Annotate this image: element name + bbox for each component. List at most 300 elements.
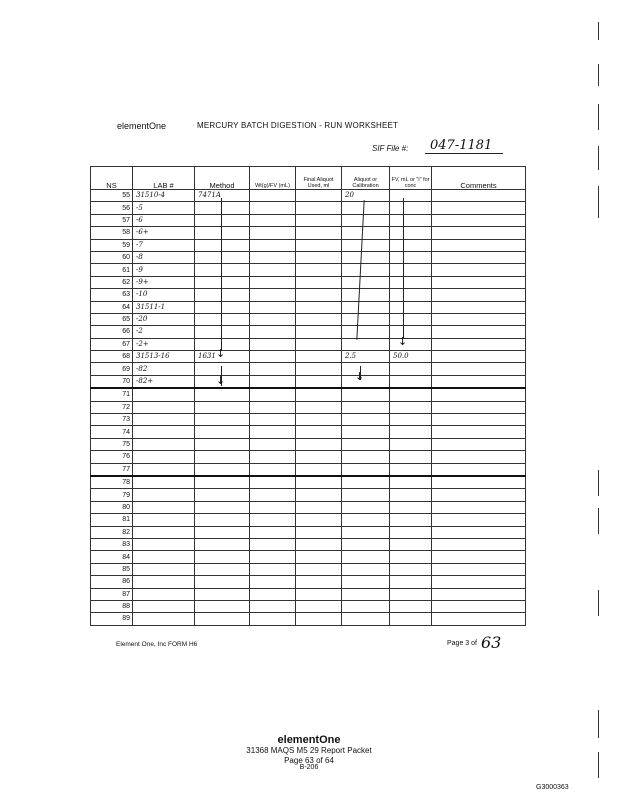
cell-lab xyxy=(133,463,195,476)
cell-ns: 81 xyxy=(91,514,133,526)
cell-comments xyxy=(432,476,526,489)
table-row xyxy=(91,190,526,202)
cell-aliquot xyxy=(342,551,390,563)
cell-aliquot xyxy=(342,613,390,625)
scan-edge-mark xyxy=(598,710,599,738)
cell-final xyxy=(296,463,342,476)
cell-wt xyxy=(250,375,296,388)
cell-aliquot xyxy=(342,438,390,450)
cell-method xyxy=(195,526,250,538)
cell-final xyxy=(296,451,342,463)
cell-fv xyxy=(390,576,432,588)
cell-wt xyxy=(250,438,296,450)
cell-wt xyxy=(250,214,296,226)
table-row xyxy=(91,214,526,226)
cell-fv xyxy=(390,613,432,625)
table-row xyxy=(91,338,526,350)
cell-final xyxy=(296,202,342,214)
cell-method xyxy=(195,388,250,401)
cell-aliquot xyxy=(342,526,390,538)
cell-aliquot xyxy=(342,289,390,301)
table-row xyxy=(91,351,526,363)
cell-comments xyxy=(432,551,526,563)
cell-ns: 61 xyxy=(91,264,133,276)
company-name: elementOne xyxy=(117,121,167,131)
cell-fv xyxy=(390,335,432,350)
cell-final xyxy=(296,501,342,513)
cell-final xyxy=(296,613,342,625)
cell-lab: -82 xyxy=(133,363,195,375)
cell-fv xyxy=(390,588,432,600)
col-header-weight: Wt(g)/FV (mL) xyxy=(250,167,296,190)
cell-wt xyxy=(250,426,296,438)
worksheet-body xyxy=(91,190,526,626)
cell-aliquot xyxy=(342,301,390,313)
table-row xyxy=(91,514,526,526)
cell-lab: -82+ xyxy=(133,375,195,388)
cell-comments xyxy=(432,375,526,388)
sif-underline xyxy=(425,153,503,154)
page-label: Page 3 of xyxy=(447,640,477,647)
cell-fv xyxy=(390,363,432,375)
cell-comments xyxy=(432,326,526,338)
cell-ns: 76 xyxy=(91,451,133,463)
col-header-lab: LAB # xyxy=(133,167,195,190)
cell-method xyxy=(195,326,250,338)
cell-aliquot xyxy=(342,239,390,251)
cell-method: 7471A xyxy=(195,190,250,202)
table-row xyxy=(91,388,526,401)
table-row xyxy=(91,501,526,513)
cell-method xyxy=(195,276,250,288)
cell-final xyxy=(296,301,342,313)
cell-aliquot xyxy=(342,388,390,401)
cell-comments xyxy=(432,351,526,363)
cell-lab xyxy=(133,489,195,501)
cell-comments xyxy=(432,501,526,513)
cell-wt xyxy=(250,388,296,401)
cell-fv xyxy=(390,190,432,202)
header-row xyxy=(91,167,526,190)
cell-comments xyxy=(432,613,526,625)
cell-comments xyxy=(432,438,526,450)
cell-final xyxy=(296,514,342,526)
cell-lab xyxy=(133,526,195,538)
cell-fv xyxy=(390,489,432,501)
cell-lab xyxy=(133,438,195,450)
cell-final xyxy=(296,538,342,550)
cell-aliquot xyxy=(342,227,390,239)
cell-method xyxy=(195,514,250,526)
cell-final xyxy=(296,588,342,600)
cell-lab: -20 xyxy=(133,313,195,325)
cell-method xyxy=(195,588,250,600)
cell-aliquot xyxy=(342,451,390,463)
cell-comments xyxy=(432,190,526,202)
cell-ns: 78 xyxy=(91,476,133,489)
scan-edge-mark xyxy=(598,508,599,534)
cell-lab xyxy=(133,501,195,513)
cell-final xyxy=(296,576,342,588)
cell-method xyxy=(195,563,250,575)
cell-ns: 72 xyxy=(91,401,133,413)
cell-comments xyxy=(432,214,526,226)
cell-ns: 85 xyxy=(91,563,133,575)
cell-wt xyxy=(250,301,296,313)
cell-comments xyxy=(432,526,526,538)
cell-fv xyxy=(390,426,432,438)
cell-lab xyxy=(133,401,195,413)
cell-comments xyxy=(432,301,526,313)
cell-wt xyxy=(250,538,296,550)
down-arrow-icon: ↓ xyxy=(216,347,226,360)
cell-aliquot xyxy=(342,202,390,214)
table-row xyxy=(91,276,526,288)
cell-wt xyxy=(250,190,296,202)
cell-ns: 84 xyxy=(91,551,133,563)
cell-method xyxy=(195,600,250,612)
cell-ns: 62 xyxy=(91,276,133,288)
cell-fv: 50.0 xyxy=(390,351,432,363)
cell-method xyxy=(195,289,250,301)
cell-ns: 67 xyxy=(91,338,133,350)
cell-method xyxy=(195,551,250,563)
cell-comments xyxy=(432,489,526,501)
cell-aliquot: 2.5 xyxy=(342,351,390,363)
cell-wt xyxy=(250,326,296,338)
cell-ns: 74 xyxy=(91,426,133,438)
cell-wt xyxy=(250,264,296,276)
cell-method xyxy=(195,501,250,513)
cell-final xyxy=(296,401,342,413)
cell-method xyxy=(195,401,250,413)
table-row xyxy=(91,426,526,438)
table-row xyxy=(91,363,526,375)
cell-fv xyxy=(390,414,432,426)
cell-aliquot xyxy=(342,414,390,426)
cell-final xyxy=(296,375,342,388)
cell-fv xyxy=(390,451,432,463)
cell-lab: -7 xyxy=(133,239,195,251)
down-arrow-icon: ↓ xyxy=(216,374,226,387)
cell-fv xyxy=(390,375,432,388)
cell-ns: 73 xyxy=(91,414,133,426)
cell-lab xyxy=(133,563,195,575)
cell-lab xyxy=(133,476,195,489)
packet-name: 31368 MAQS M5 29 Report Packet xyxy=(246,746,372,755)
method-continuation-line xyxy=(221,198,222,351)
cell-aliquot xyxy=(342,576,390,588)
cell-final xyxy=(296,251,342,263)
cell-lab: -10 xyxy=(133,289,195,301)
cell-lab xyxy=(133,426,195,438)
cell-final xyxy=(296,214,342,226)
cell-aliquot xyxy=(342,588,390,600)
cell-fv xyxy=(390,251,432,263)
table-row xyxy=(91,451,526,463)
cell-final xyxy=(296,363,342,375)
cell-final xyxy=(296,426,342,438)
cell-final xyxy=(296,476,342,489)
cell-aliquot xyxy=(342,426,390,438)
scan-edge-mark xyxy=(598,104,599,130)
cell-final xyxy=(296,276,342,288)
cell-comments xyxy=(432,563,526,575)
cell-final xyxy=(296,600,342,612)
cell-ns: 88 xyxy=(91,600,133,612)
cell-method xyxy=(195,301,250,313)
cell-comments xyxy=(432,338,526,350)
col-header-fv: FV, mL or "i" for conc xyxy=(390,167,432,190)
cell-wt xyxy=(250,414,296,426)
table-row xyxy=(91,239,526,251)
cell-final xyxy=(296,289,342,301)
cell-comments xyxy=(432,289,526,301)
table-row xyxy=(91,463,526,476)
cell-lab: 31511-1 xyxy=(133,301,195,313)
cell-ns: 82 xyxy=(91,526,133,538)
cell-fv xyxy=(390,514,432,526)
cell-lab: -5 xyxy=(133,202,195,214)
cell-wt xyxy=(250,251,296,263)
cell-wt xyxy=(250,476,296,489)
cell-method xyxy=(195,239,250,251)
cell-aliquot xyxy=(342,313,390,325)
fv-continuation-line xyxy=(403,198,404,338)
cell-method xyxy=(195,227,250,239)
cell-comments xyxy=(432,414,526,426)
cell-final xyxy=(296,388,342,401)
cell-method xyxy=(195,438,250,450)
scan-edge-mark xyxy=(598,590,599,616)
cell-fv xyxy=(390,476,432,489)
cell-ns: 75 xyxy=(91,438,133,450)
table-row xyxy=(91,251,526,263)
table-row xyxy=(91,563,526,575)
cell-wt xyxy=(250,514,296,526)
cell-wt xyxy=(250,313,296,325)
page-total: 63 xyxy=(481,633,502,652)
cell-method xyxy=(195,476,250,489)
cell-method xyxy=(195,489,250,501)
cell-ns: 69 xyxy=(91,363,133,375)
cell-lab: -9+ xyxy=(133,276,195,288)
cell-aliquot xyxy=(342,363,390,375)
cell-lab xyxy=(133,451,195,463)
cell-wt xyxy=(250,451,296,463)
table-row xyxy=(91,551,526,563)
cell-ns: 80 xyxy=(91,501,133,513)
cell-wt xyxy=(250,227,296,239)
cell-fv xyxy=(390,438,432,450)
cell-final xyxy=(296,563,342,575)
sif-value: 047-1181 xyxy=(430,138,493,153)
cell-method xyxy=(195,214,250,226)
table-row xyxy=(91,600,526,612)
cell-wt xyxy=(250,289,296,301)
cell-comments xyxy=(432,227,526,239)
cell-fv xyxy=(390,239,432,251)
brand-name: elementOne xyxy=(277,734,341,746)
cell-method xyxy=(195,613,250,625)
cell-aliquot xyxy=(342,375,390,388)
scan-edge-mark xyxy=(598,752,599,778)
cell-comments xyxy=(432,600,526,612)
packet-page: Page 63 of 64 xyxy=(284,756,334,765)
scan-edge-mark xyxy=(598,146,599,170)
cell-final xyxy=(296,338,342,350)
bates-number: G3000363 xyxy=(536,784,569,791)
cell-lab xyxy=(133,588,195,600)
cell-method xyxy=(195,202,250,214)
cell-final xyxy=(296,438,342,450)
cell-method xyxy=(195,414,250,426)
cell-ns: 65 xyxy=(91,313,133,325)
col-header-aliquot: Aliquot or Calibration xyxy=(342,167,390,190)
cell-fv xyxy=(390,276,432,288)
cell-final xyxy=(296,239,342,251)
cell-lab: -9 xyxy=(133,264,195,276)
cell-fv xyxy=(390,326,432,338)
table-row xyxy=(91,576,526,588)
cell-aliquot xyxy=(342,214,390,226)
cell-lab: -6 xyxy=(133,214,195,226)
cell-ns: 71 xyxy=(91,388,133,401)
cell-fv xyxy=(390,600,432,612)
scan-edge-mark xyxy=(598,64,599,86)
cell-aliquot xyxy=(342,276,390,288)
cell-ns: 66 xyxy=(91,326,133,338)
cell-final xyxy=(296,414,342,426)
cell-fv xyxy=(390,563,432,575)
cell-aliquot: 20 xyxy=(342,190,390,202)
cell-comments xyxy=(432,276,526,288)
worksheet-table xyxy=(90,166,526,626)
cell-method xyxy=(195,463,250,476)
table-row xyxy=(91,476,526,489)
sif-label: SIF File #: xyxy=(372,144,409,153)
cell-ns: 87 xyxy=(91,588,133,600)
cell-ns: 56 xyxy=(91,202,133,214)
cell-aliquot xyxy=(342,514,390,526)
cell-aliquot xyxy=(342,600,390,612)
cell-lab: -8 xyxy=(133,251,195,263)
cell-method xyxy=(195,538,250,550)
table-row xyxy=(91,401,526,413)
cell-fv xyxy=(390,301,432,313)
cell-wt xyxy=(250,202,296,214)
cell-fv xyxy=(390,401,432,413)
cell-ns: 57 xyxy=(91,214,133,226)
cell-fv xyxy=(390,388,432,401)
cell-wt xyxy=(250,401,296,413)
table-row xyxy=(91,613,526,625)
cell-aliquot xyxy=(342,338,390,350)
cell-comments xyxy=(432,588,526,600)
table-row xyxy=(91,588,526,600)
cell-comments xyxy=(432,363,526,375)
cell-fv xyxy=(390,227,432,239)
cell-comments xyxy=(432,388,526,401)
cell-lab xyxy=(133,576,195,588)
cell-wt xyxy=(250,563,296,575)
cell-lab xyxy=(133,514,195,526)
cell-ns: 79 xyxy=(91,489,133,501)
cell-comments xyxy=(432,264,526,276)
cell-wt xyxy=(250,351,296,363)
down-arrow-icon: ↓ xyxy=(398,335,408,348)
cell-wt xyxy=(250,338,296,350)
cell-aliquot xyxy=(342,563,390,575)
table-row xyxy=(91,438,526,450)
table-row xyxy=(91,202,526,214)
cell-aliquot xyxy=(342,401,390,413)
cell-final xyxy=(296,351,342,363)
cell-fv xyxy=(390,526,432,538)
cell-fv xyxy=(390,463,432,476)
cell-ns: 58 xyxy=(91,227,133,239)
cell-wt xyxy=(250,363,296,375)
cell-method xyxy=(195,451,250,463)
table-row xyxy=(91,313,526,325)
cell-wt xyxy=(250,576,296,588)
cell-final xyxy=(296,551,342,563)
cell-ns: 60 xyxy=(91,251,133,263)
cell-method: 1631 xyxy=(195,351,250,363)
cell-ns: 86 xyxy=(91,576,133,588)
cell-method xyxy=(195,426,250,438)
cell-ns: 63 xyxy=(91,289,133,301)
table-row xyxy=(91,289,526,301)
col-header-final-aliquot: Final Aliquot Used, ml xyxy=(296,167,342,190)
cell-fv xyxy=(390,289,432,301)
cell-wt xyxy=(250,551,296,563)
table-row xyxy=(91,264,526,276)
table-row xyxy=(91,526,526,538)
cell-wt xyxy=(250,489,296,501)
cell-aliquot xyxy=(342,463,390,476)
cell-lab xyxy=(133,538,195,550)
cell-method xyxy=(195,313,250,325)
col-header-comments: Comments xyxy=(432,167,526,190)
scan-edge-mark xyxy=(598,186,599,218)
cell-lab: -2+ xyxy=(133,338,195,350)
cell-fv xyxy=(390,551,432,563)
table-row xyxy=(91,538,526,550)
cell-comments xyxy=(432,239,526,251)
cell-fv xyxy=(390,202,432,214)
cell-lab xyxy=(133,613,195,625)
cell-comments xyxy=(432,202,526,214)
cell-comments xyxy=(432,538,526,550)
cell-comments xyxy=(432,576,526,588)
section-number: B-206 xyxy=(299,764,319,771)
cell-comments xyxy=(432,251,526,263)
cell-fv xyxy=(390,501,432,513)
table-row xyxy=(91,301,526,313)
form-id: Element One, Inc FORM H6 xyxy=(116,641,198,648)
cell-aliquot xyxy=(342,538,390,550)
cell-method xyxy=(195,251,250,263)
cell-wt xyxy=(250,600,296,612)
cell-aliquot xyxy=(342,264,390,276)
col-header-ns: NS xyxy=(91,167,133,190)
cell-ns: 55 xyxy=(91,190,133,202)
cell-lab: -6+ xyxy=(133,227,195,239)
cell-ns: 70 xyxy=(91,375,133,388)
cell-method xyxy=(195,264,250,276)
scan-edge-mark xyxy=(598,470,599,496)
